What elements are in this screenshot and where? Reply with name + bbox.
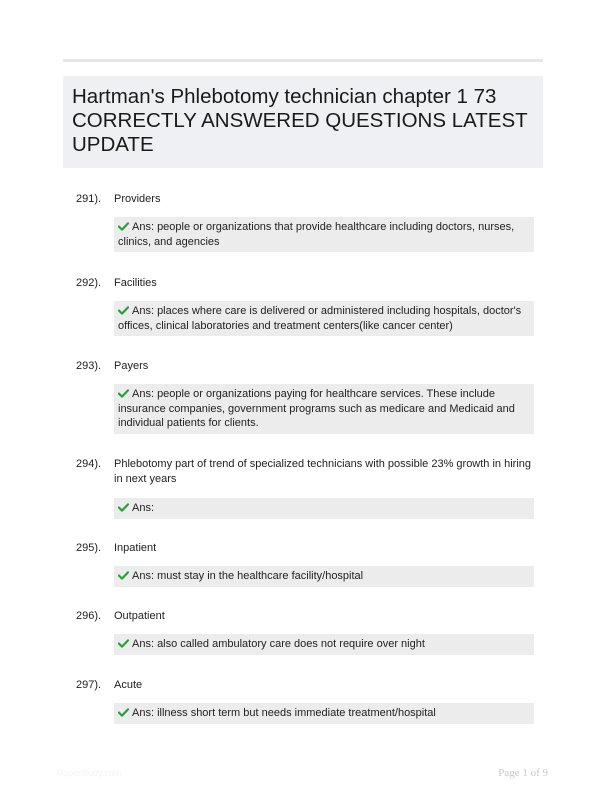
question-text: Acute <box>114 679 143 691</box>
question-number: 292). <box>76 277 102 289</box>
question-number: 296). <box>76 610 102 622</box>
question-text: Inpatient <box>114 542 157 554</box>
answer-text: Ans: <box>132 502 155 514</box>
question-text: Facilities <box>114 277 157 289</box>
question-text: Payers <box>114 360 149 372</box>
question-text: Providers <box>114 193 161 205</box>
check-icon <box>118 571 129 580</box>
answer-text: Ans: illness short term but needs immediate treatment/hospital <box>132 707 436 719</box>
answer-text: Ans: people or organizations that provide healthcare including doctors, nurses, clinics, and agencies <box>118 221 515 248</box>
check-icon <box>118 222 129 231</box>
check-icon <box>118 306 129 315</box>
footer-watermark: Paperstudy.com <box>57 768 122 778</box>
answer-box <box>114 634 534 655</box>
answer-box <box>114 498 534 519</box>
question-number: 294). <box>76 458 102 470</box>
answer-text: Ans: must stay in the healthcare facility/hospital <box>132 570 364 582</box>
answer-text: Ans: places where care is delivered or administered including hospitals, doctor's offices, clinical laboratories and treatment centers(like cancer center) <box>118 305 522 332</box>
answer-text: Ans: people or organizations paying for healthcare services. These include insurance companies, government programs such as medicare and Medicaid and individual patients for clients. <box>118 388 515 429</box>
check-icon <box>118 639 129 648</box>
answer-box <box>114 217 534 252</box>
question-text: Outpatient <box>114 610 165 622</box>
check-icon <box>118 389 129 398</box>
answer-box <box>114 301 534 336</box>
check-icon <box>118 708 129 717</box>
question-number: 291). <box>76 193 102 205</box>
page-number: Page 1 of 9 <box>498 767 548 779</box>
question-number: 297). <box>76 679 102 691</box>
question-number: 295). <box>76 542 102 554</box>
answer-text: Ans: also called ambulatory care does not require over night <box>132 638 425 650</box>
answer-box <box>114 384 534 434</box>
question-number: 293). <box>76 360 102 372</box>
question-text: Phlebotomy part of trend of specialized technicians with possible 23% growth in hiring in next years <box>114 458 532 485</box>
answer-box <box>114 566 534 587</box>
page-title: Hartman's Phlebotomy technician chapter 1 73 CORRECTLY ANSWERED QUESTIONS LATEST UPDATE <box>72 85 528 156</box>
answer-box <box>114 703 534 724</box>
check-icon <box>118 503 129 512</box>
